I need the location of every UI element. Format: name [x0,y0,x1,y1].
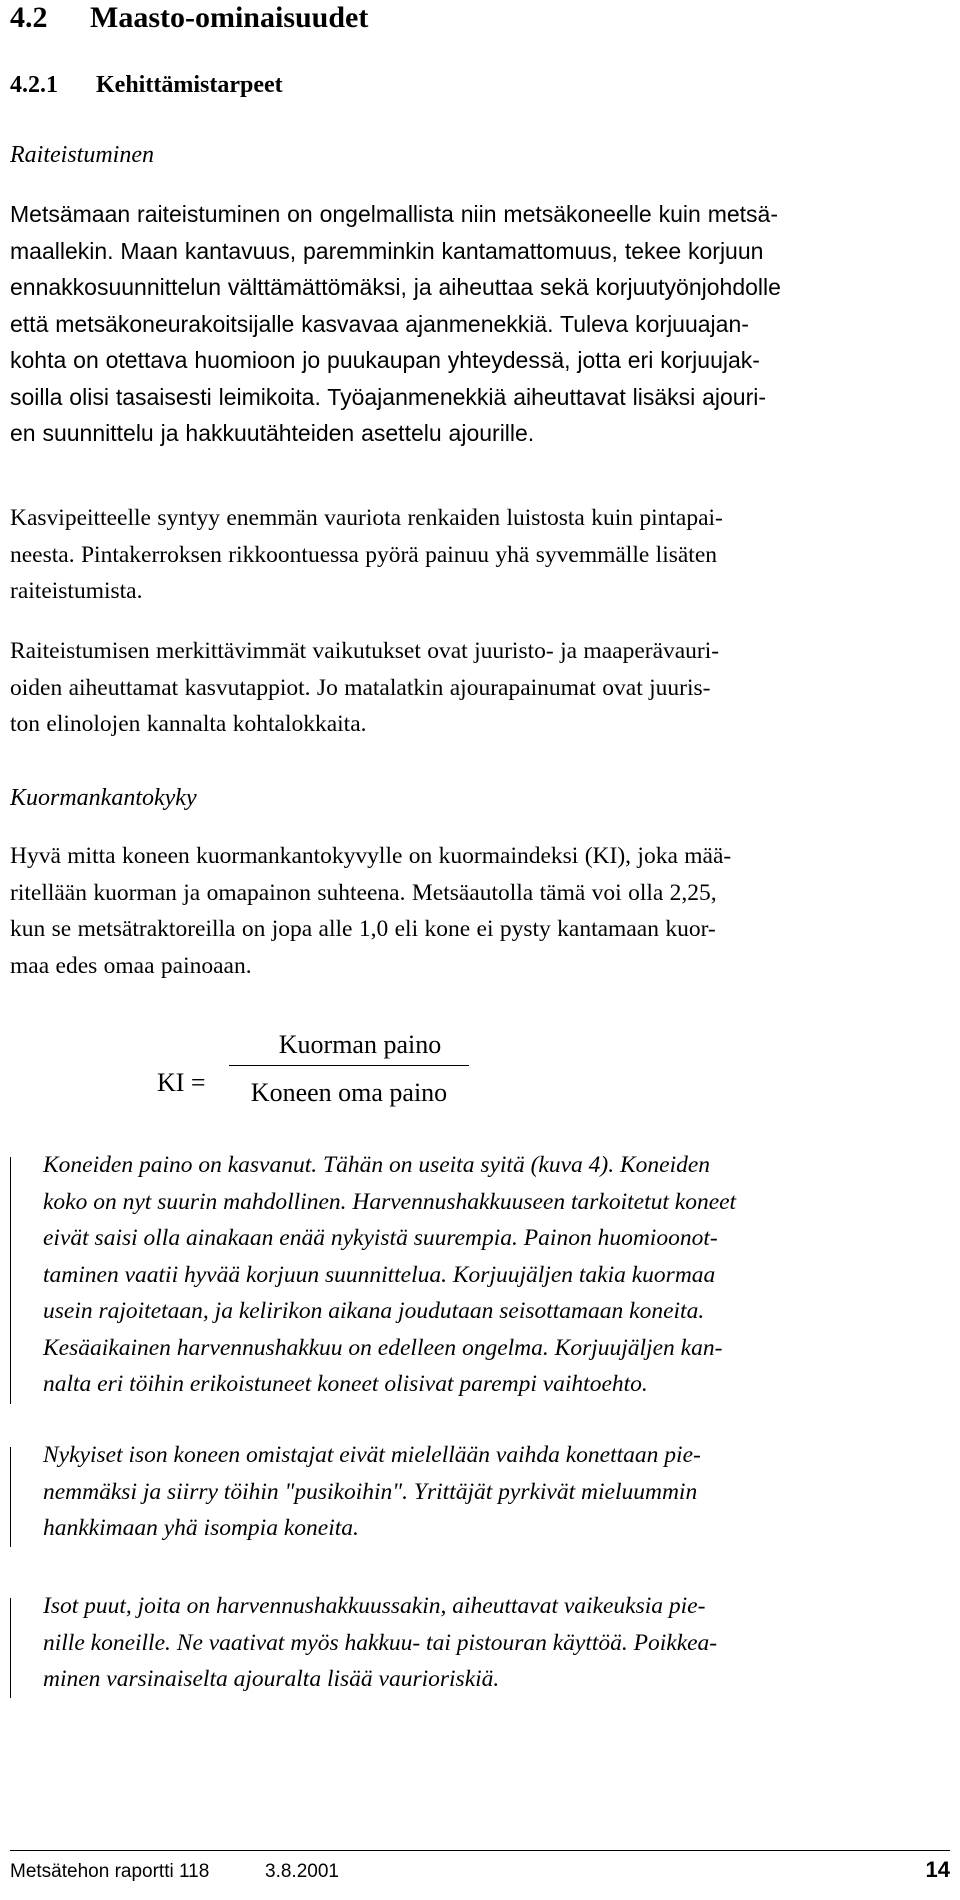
text-line: Kesäaikainen harvennushakkuu on edelleen ongelma. Korjuujäljen kan- [43,1334,723,1361]
text-line: neesta. Pintakerroksen rikkoontuessa pyörä painuu yhä syvemmälle lisäten [10,541,718,568]
heading-kuormankantokyky: Kuormankantokyky [10,785,197,811]
quote-rule [10,1447,11,1547]
quote-block-1 [10,1147,950,1403]
page-number: 14 [925,1857,950,1882]
text-line: maa edes omaa painoaan. [10,952,252,979]
text-line: ennakkosuunnittelun välttämättömäksi, ja aiheuttaa sekä korjuutyönjohdolle [10,274,781,300]
text-line: oiden aiheuttamat kasvutappiot. Jo matalatkin ajourapainumat ovat juuris- [10,674,711,701]
quote-block-3 [10,1588,950,1698]
text-line: Kasvipeitteelle syntyy enemmän vauriota renkaiden luistosta kuin pintapai- [10,505,723,531]
quote-rule [10,1598,11,1698]
heading-raiteistuminen: Raiteistuminen [10,142,154,168]
text-line: Koneiden paino on kasvanut. Tähän on useita syitä (kuva 4). Koneiden [43,1152,711,1178]
page-footer [10,1850,950,1882]
text-line: kohta on otettava huomioon jo puukaupan yhteydessä, jotta eri korjuujak- [10,347,760,373]
text-line: minen varsinaiselta ajouralta lisää vaurioriskiä. [43,1666,500,1692]
text-line: Raiteistumisen merkittävimmät vaikutukset ovat juuristo- ja maaperävauri- [10,638,720,664]
text-line: soilla olisi tasaisesti leimikoita. Työajanmenekkiä aiheuttavat lisäksi ajouri- [10,383,767,410]
text-line: nalta eri töihin erikoistuneet koneet olisivat parempi vaihtoehto. [43,1371,648,1397]
text-line: eivät saisi olla ainakaan enää nykyistä suurempia. Painon huomioonot- [43,1225,718,1251]
section-number: 4.2 [10,1,48,34]
text-line: hankkimaan yhä isompia koneita. [43,1515,359,1541]
quote-text-3 [43,1588,950,1698]
text-line: ton elinolojen kannalta kohtalokkaita. [10,711,367,737]
formula-lhs: KI = [157,1068,206,1097]
text-line: Isot puut, joita on harvennushakkuussakin, aiheuttavat vaikeuksia pie- [43,1593,706,1619]
text-line: koko on nyt suurin mahdollinen. Harvennushakkuuseen tarkoitetut koneet [43,1188,737,1215]
fraction-bar [229,1065,469,1066]
footer-publication: Metsätehon raportti 118 [10,1861,210,1882]
text-line: Nykyiset ison koneen omistajat eivät mielellään vaihda konettaan pie- [43,1442,701,1468]
quote-block-2 [10,1437,950,1547]
text-line: että metsäkoneurakoitsijalle kasvavaa ajanmenekkiä. Tuleva korjuuajan- [10,310,749,337]
paragraph-raiteistuminen-1 [10,196,950,452]
formula-denominator: Koneen oma paino [250,1078,448,1107]
subsection-title: Kehittämistarpeet [96,72,283,98]
text-line: ritellään kuorman ja omapainon suhteena. Metsäautolla tämä voi olla 2,25, [10,879,717,906]
text-line: kun se metsätraktoreilla on jopa alle 1,0 eli kone ei pysty kantamaan kuor- [10,916,716,942]
footer-date: 3.8.2001 [265,1861,339,1882]
text-line: Hyvä mitta koneen kuormankantokyvylle on kuormaindeksi (KI), joka mää- [10,843,732,869]
quote-text-1 [43,1147,950,1403]
subsection-number: 4.2.1 [10,72,58,98]
quote-text-2 [43,1437,950,1547]
section-title: Maasto-ominaisuudet [90,1,369,34]
text-line: Metsämaan raiteistuminen on ongelmallista niin metsäkoneelle kuin metsä- [10,201,778,227]
paragraph-raiteistuminen-2 [10,500,950,610]
subsection-heading [10,70,283,100]
text-line: taminen vaatii hyvää korjuun suunnittelua. Korjuujäljen takia kuormaa [43,1261,716,1288]
ki-formula [157,1030,477,1140]
text-line: raiteistumista. [10,578,143,604]
quote-rule [10,1157,11,1404]
text-line: nille koneille. Ne vaativat myös hakkuu- tai pistouran käyttöä. Poikkea- [43,1629,718,1656]
paragraph-kuormaindeksi [10,838,950,984]
section-heading [10,0,368,36]
formula-numerator: Kuorman paino [278,1030,442,1059]
text-line: maallekin. Maan kantavuus, paremminkin kantamattomuus, tekee korjuun [10,237,764,264]
text-line: en suunnittelu ja hakkuutähteiden asettelu ajourille. [10,420,535,446]
paragraph-raiteistuminen-3 [10,633,950,743]
text-line: nemmäksi ja siirry töihin "pusikoihin". Yrittäjät pyrkivät mieluummin [43,1478,698,1505]
text-line: usein rajoitetaan, ja kelirikon aikana joudutaan seisottamaan koneita. [43,1298,705,1324]
